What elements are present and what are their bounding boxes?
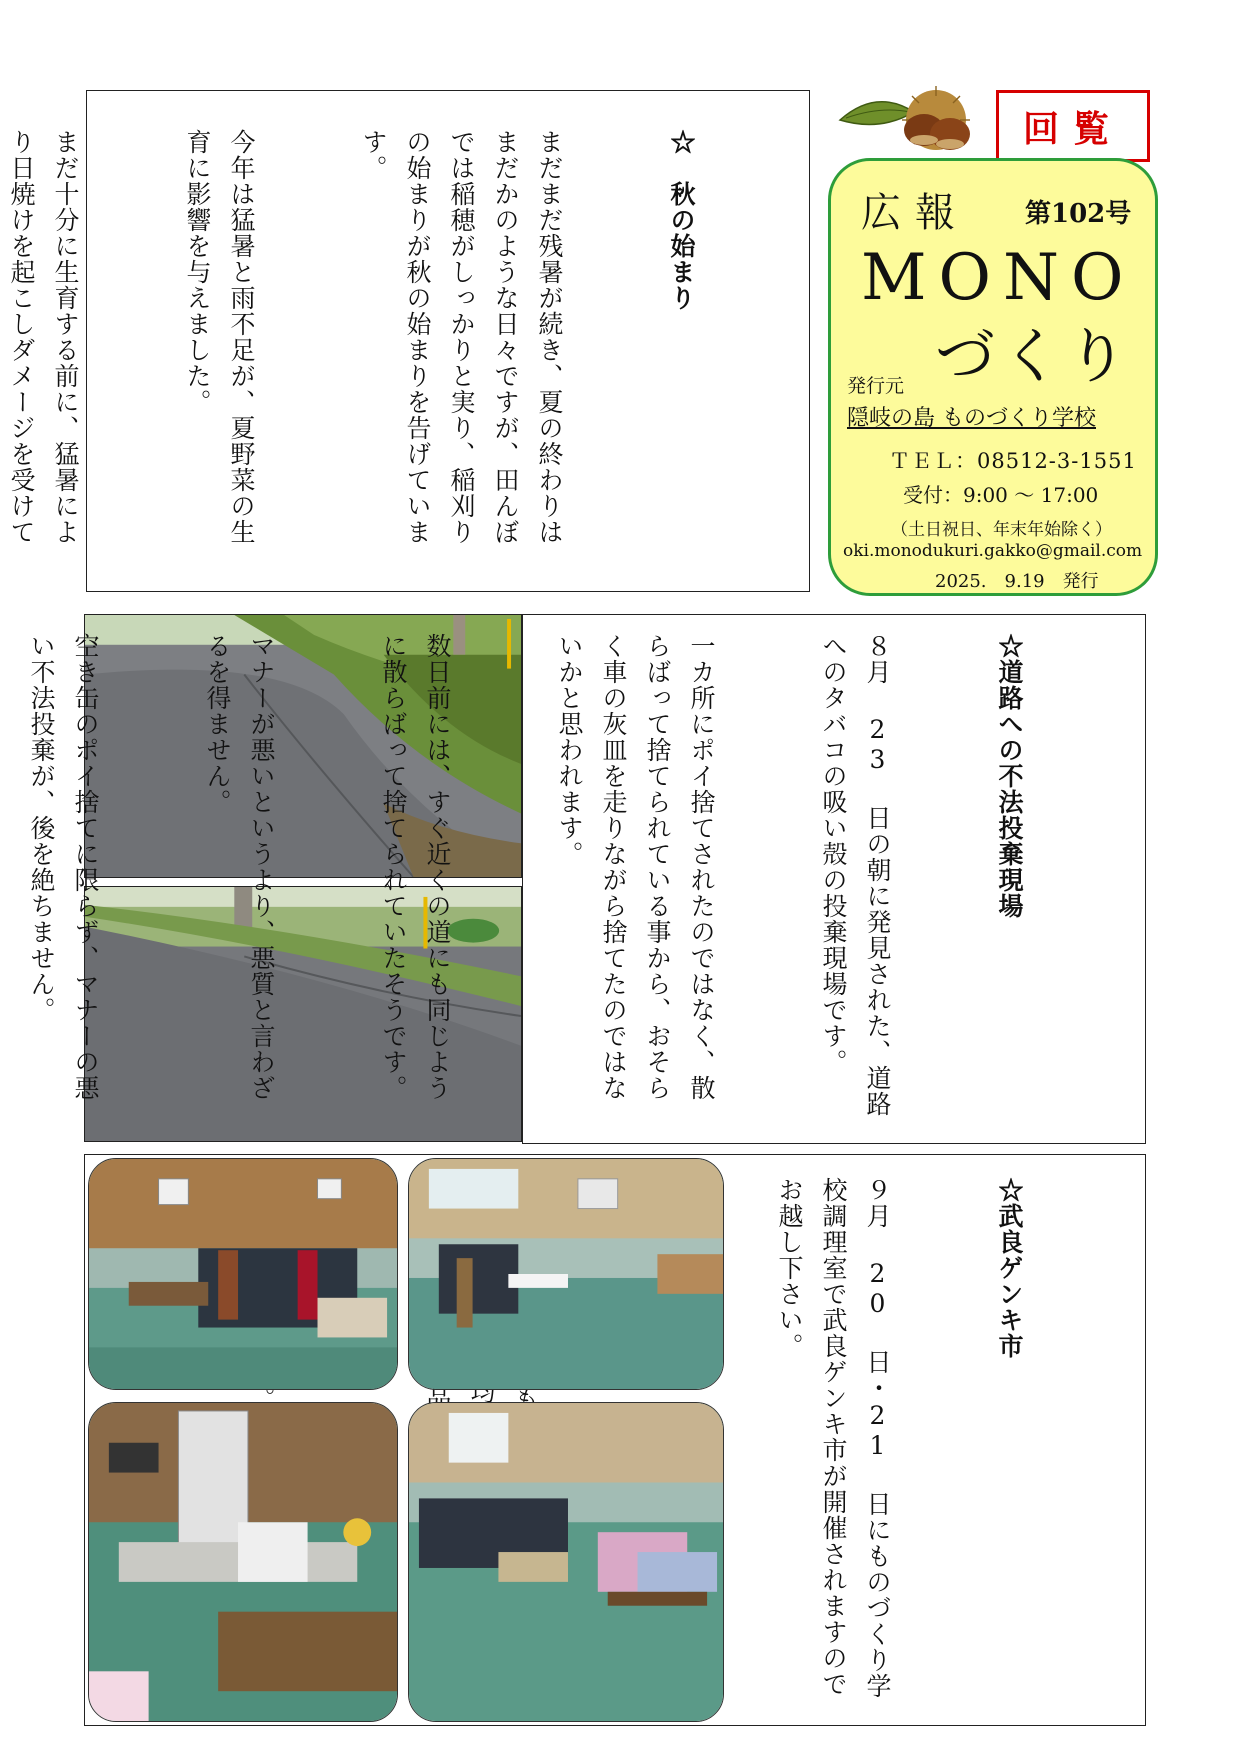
article-autumn-title: ☆ 秋の始まり — [667, 129, 696, 311]
masthead-issue-number: 第102号 — [1025, 199, 1132, 229]
masthead-email: oki.monodukuri.gakko@gmail.com — [843, 541, 1143, 561]
article-dumping-p2: 一カ所にポイ捨てされたのではなく、散らばって捨てられている事から、おそらく車の灰皿を走りながら捨てたのではないかと思われます。 — [555, 633, 716, 1101]
article-autumn-text — [0, 129, 791, 569]
gym-photo-4-image — [409, 1403, 723, 1721]
chestnut-illustration — [836, 80, 976, 160]
article-dumping-box — [27, 614, 1146, 1144]
masthead-school-name: 隠岐の島 ものづくり学校 — [847, 406, 1096, 431]
gym-photo-3-image — [89, 1403, 397, 1721]
masthead-hours: 受付：9:00 ～ 17:00 — [903, 483, 1099, 507]
article-dumping-p3: 数日前には、すぐ近くの道にも同じように散らばって捨てられていたそうです。 — [379, 633, 452, 1101]
article-dumping-p1: ８月 23 日の朝に発見された、道路へのタバコの吸い殻の投棄現場です。 — [819, 633, 892, 1117]
masthead-panel — [828, 158, 1158, 596]
gym-photo-1 — [88, 1158, 398, 1390]
masthead-closed-days: （土日祝日、年末年始除く） — [891, 520, 1112, 540]
masthead-kouhou: 広報 — [861, 190, 969, 236]
gym-photo-2 — [408, 1158, 724, 1390]
article-autumn-p2: 今年は猛暑と雨不足が、夏野菜の生育に影響を与えました。 — [183, 129, 256, 545]
article-dumping-p5: 空き缶のポイ捨てに限らず、マナーの悪い不法投棄が、後を絶ちません。 — [27, 633, 100, 1101]
article-dumping-p4: マナーが悪いというより、悪質と言わざるを得ません。 — [203, 633, 276, 1101]
article-autumn-box — [7, 90, 810, 592]
masthead-title-kana: づくり — [935, 322, 1133, 392]
gym-photo-3 — [88, 1402, 398, 1722]
masthead-title-latin: MONO — [861, 241, 1136, 315]
article-genki-p1: ９月 20 日・21 日にものづくり学校調理室で武良ゲンキ市が開催されますのでお越し下さい。 — [775, 1177, 892, 1699]
masthead-tel: ＴＥＬ：08512-3-1551 — [889, 449, 1137, 473]
article-autumn-p3: まだ十分に生育する前に、猛暑により日焼けを起こしダメージを受けて — [7, 129, 80, 545]
masthead-issue-date: 2025. 9.19 発行 — [935, 571, 1099, 592]
article-dumping-title: ☆道路への不法投棄現場 — [995, 633, 1024, 919]
article-dumping-text — [0, 633, 1119, 1123]
gym-photo-2-image — [409, 1159, 723, 1389]
gym-photo-1-image — [89, 1159, 397, 1389]
masthead-publisher-label: 発行元 — [847, 375, 905, 397]
gym-photo-4 — [408, 1402, 724, 1722]
article-genki-title: ☆武良ゲンキ市 — [995, 1177, 1024, 1359]
kairan-stamp: 回覧 — [996, 90, 1150, 162]
article-autumn-p1: まだまだ残暑が続き、夏の終わりはまだかのような日々ですが、田んぼでは稲穂がしっかりと実り、稲刈りの始まりが秋の始まりを告げています。 — [359, 129, 564, 545]
